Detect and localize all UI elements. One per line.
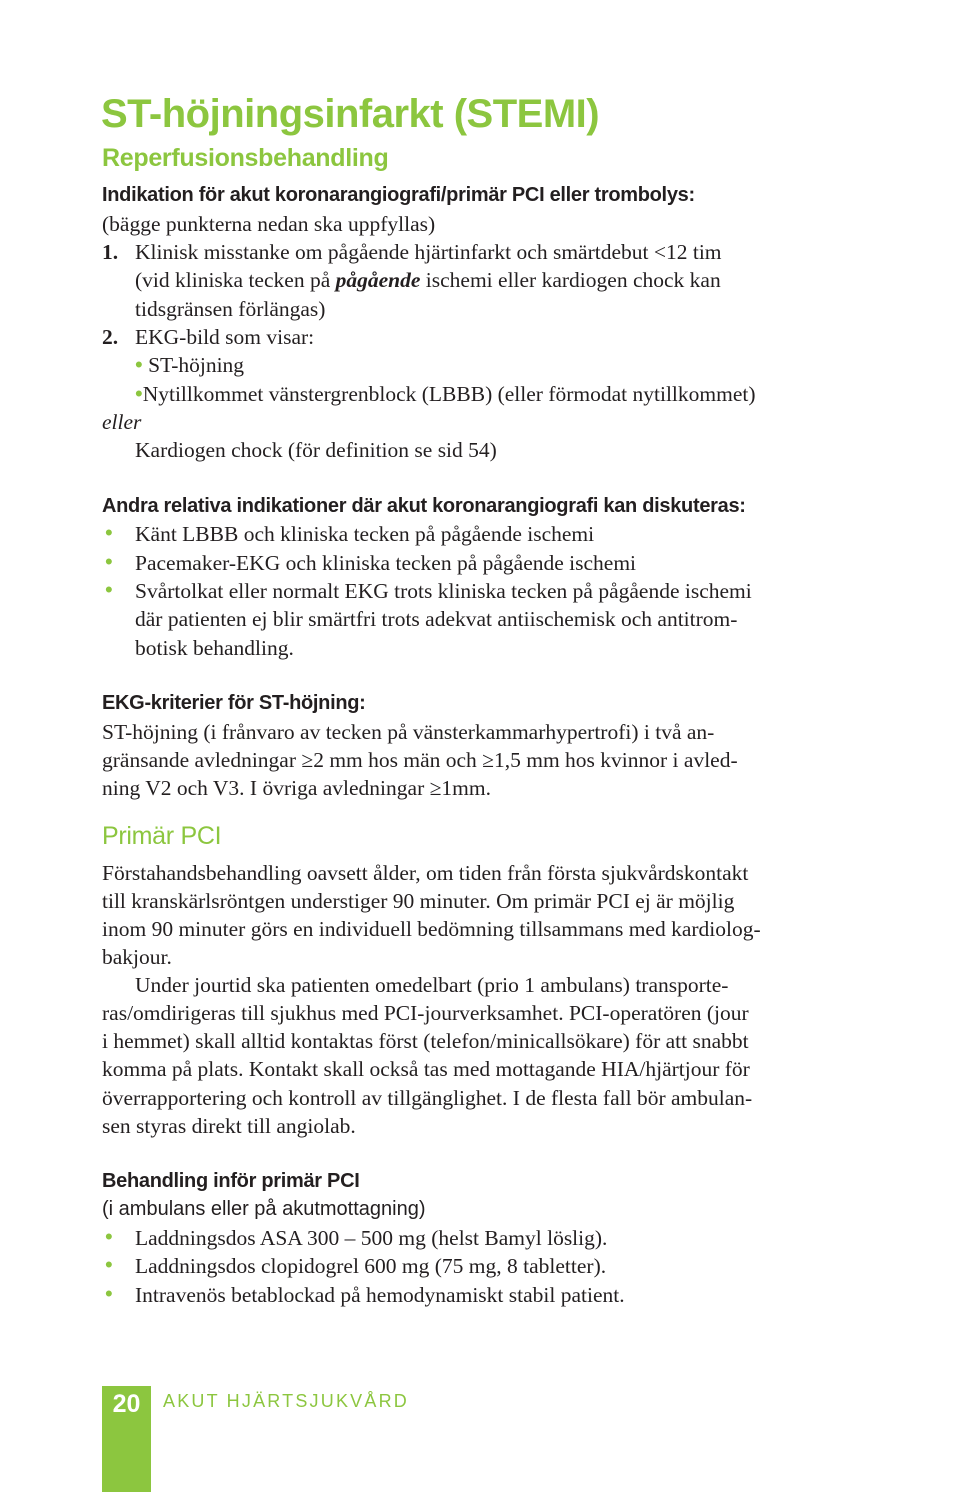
relative-item-3-line-3: botisk behandling.	[135, 636, 294, 660]
pci-para-2-line-5: överrapportering och kontroll av tillgänglighet. I de flesta fall bör ambulan-	[102, 1086, 753, 1110]
item-1-line-1: Klinisk misstanke om pågående hjärtinfarkt och smärtdebut <12 tim	[135, 240, 722, 264]
bullet-icon: •	[135, 381, 143, 406]
pci-para-2-line-2: ras/omdirigeras till sjukhus med PCI-jourverksamhet. PCI-operatören (jour	[102, 1001, 749, 1025]
relative-item-3-line-1: Svårtolkat eller normalt EKG trots kliniska tecken på pågående ischemi	[135, 579, 752, 603]
relative-item-1: Känt LBBB och kliniska tecken på pågående ischemi	[135, 522, 595, 546]
pci-para-2-line-3: i hemmet) skall alltid kontaktas först (telefon/minicallsökare) för att snabbt	[102, 1029, 749, 1053]
item-number-1: 1.	[102, 240, 119, 264]
pci-para-1-line-1: Förstahandsbehandling oavsett ålder, om tiden från första sjukvårdskontakt	[102, 861, 749, 885]
pci-para-2-line-4: komma på plats. Kontakt skall också tas med mottagande HIA/hjärtjour för	[102, 1057, 750, 1081]
pci-para-1-line-3: inom 90 minuter görs en individuell bedömning tillsammans med kardiolog-	[102, 917, 761, 941]
treatment-item-3: Intravenös betablockad på hemodynamiskt stabil patient.	[135, 1283, 625, 1307]
or-label: eller	[102, 410, 142, 434]
relative-heading: Andra relativa indikationer där akut koronarangiografi kan diskuteras:	[102, 495, 746, 517]
relative-item-3-line-2: där patienten ej blir smärtfri trots adekvat antiischemisk och antitrom-	[135, 607, 738, 631]
pci-para-1-line-4: bakjour.	[102, 945, 172, 969]
ekg-heading: EKG-kriterier för ST-höjning:	[102, 692, 366, 714]
bullet-icon: •	[105, 1281, 113, 1306]
pci-para-2-line-6: sen styras direkt till angiolab.	[102, 1114, 356, 1138]
alternative-criterion: Kardiogen chock (för definition se sid 54)	[135, 438, 497, 462]
ekg-line-3: ning V2 och V3. I övriga avledningar ≥1mm.	[102, 776, 491, 800]
item-1-line-2-pre: (vid kliniska tecken på	[135, 268, 336, 292]
ekg-line-2: gränsande avledningar ≥2 mm hos män och ≥1,5 mm hos kvinnor i avled-	[102, 748, 738, 772]
treatment-item-2: Laddningsdos clopidogrel 600 mg (75 mg, 8 tabletter).	[135, 1254, 607, 1278]
book-title: AKUT HJÄRTSJUKVÅRD	[163, 1391, 409, 1411]
treatment-item-1: Laddningsdos ASA 300 – 500 mg (helst Bamyl löslig).	[135, 1226, 608, 1250]
pci-heading: Primär PCI	[102, 822, 222, 850]
indication-heading: Indikation för akut koronarangiografi/primär PCI eller trombolys:	[102, 184, 695, 206]
item-1-line-2	[135, 266, 829, 294]
ekg-bullet-text: ST-höjning	[148, 353, 245, 377]
bullet-icon: •	[105, 549, 113, 574]
bullet-icon: •	[105, 1224, 113, 1249]
bullet-icon: •	[105, 1252, 113, 1277]
bullet-icon: •	[105, 520, 113, 545]
item-1-line-2-post: ischemi eller kardiogen chock kan	[420, 268, 721, 292]
bullet-icon: •	[135, 352, 143, 377]
ekg-bullet-2	[135, 380, 756, 408]
bullet-icon: •	[105, 577, 113, 602]
ekg-bullet-text: Nytillkommet vänstergrenblock (LBBB) (eller förmodat nytillkommet)	[142, 382, 756, 406]
item-2-text: EKG-bild som visar:	[135, 325, 315, 349]
relative-item-2: Pacemaker-EKG och kliniska tecken på pågående ischemi	[135, 551, 637, 575]
treatment-subheading: (i ambulans eller på akutmottagning)	[102, 1198, 426, 1220]
pci-para-2-line-1: Under jourtid ska patienten omedelbart (prio 1 ambulans) transporte-	[135, 973, 729, 997]
section-subtitle: Reperfusionsbehandling	[102, 144, 389, 172]
item-number-2: 2.	[102, 325, 119, 349]
pci-para-1-line-2: till kranskärlsröntgen understiger 90 minuter. Om primär PCI ej är möjlig	[102, 889, 735, 913]
indication-note: (bägge punkterna nedan ska uppfyllas)	[102, 212, 436, 236]
page-number: 20	[112, 1390, 141, 1418]
treatment-heading: Behandling inför primär PCI	[102, 1170, 360, 1192]
ekg-line-1: ST-höjning (i frånvaro av tecken på vänsterkammarhypertrofi) i två an-	[102, 720, 715, 744]
page-title: ST-höjningsinfarkt (STEMI)	[101, 92, 600, 136]
ekg-bullet-1	[135, 351, 244, 379]
item-1-line-3: tidsgränsen förlängas)	[135, 297, 326, 321]
item-1-emphasis: pågående	[335, 268, 421, 292]
